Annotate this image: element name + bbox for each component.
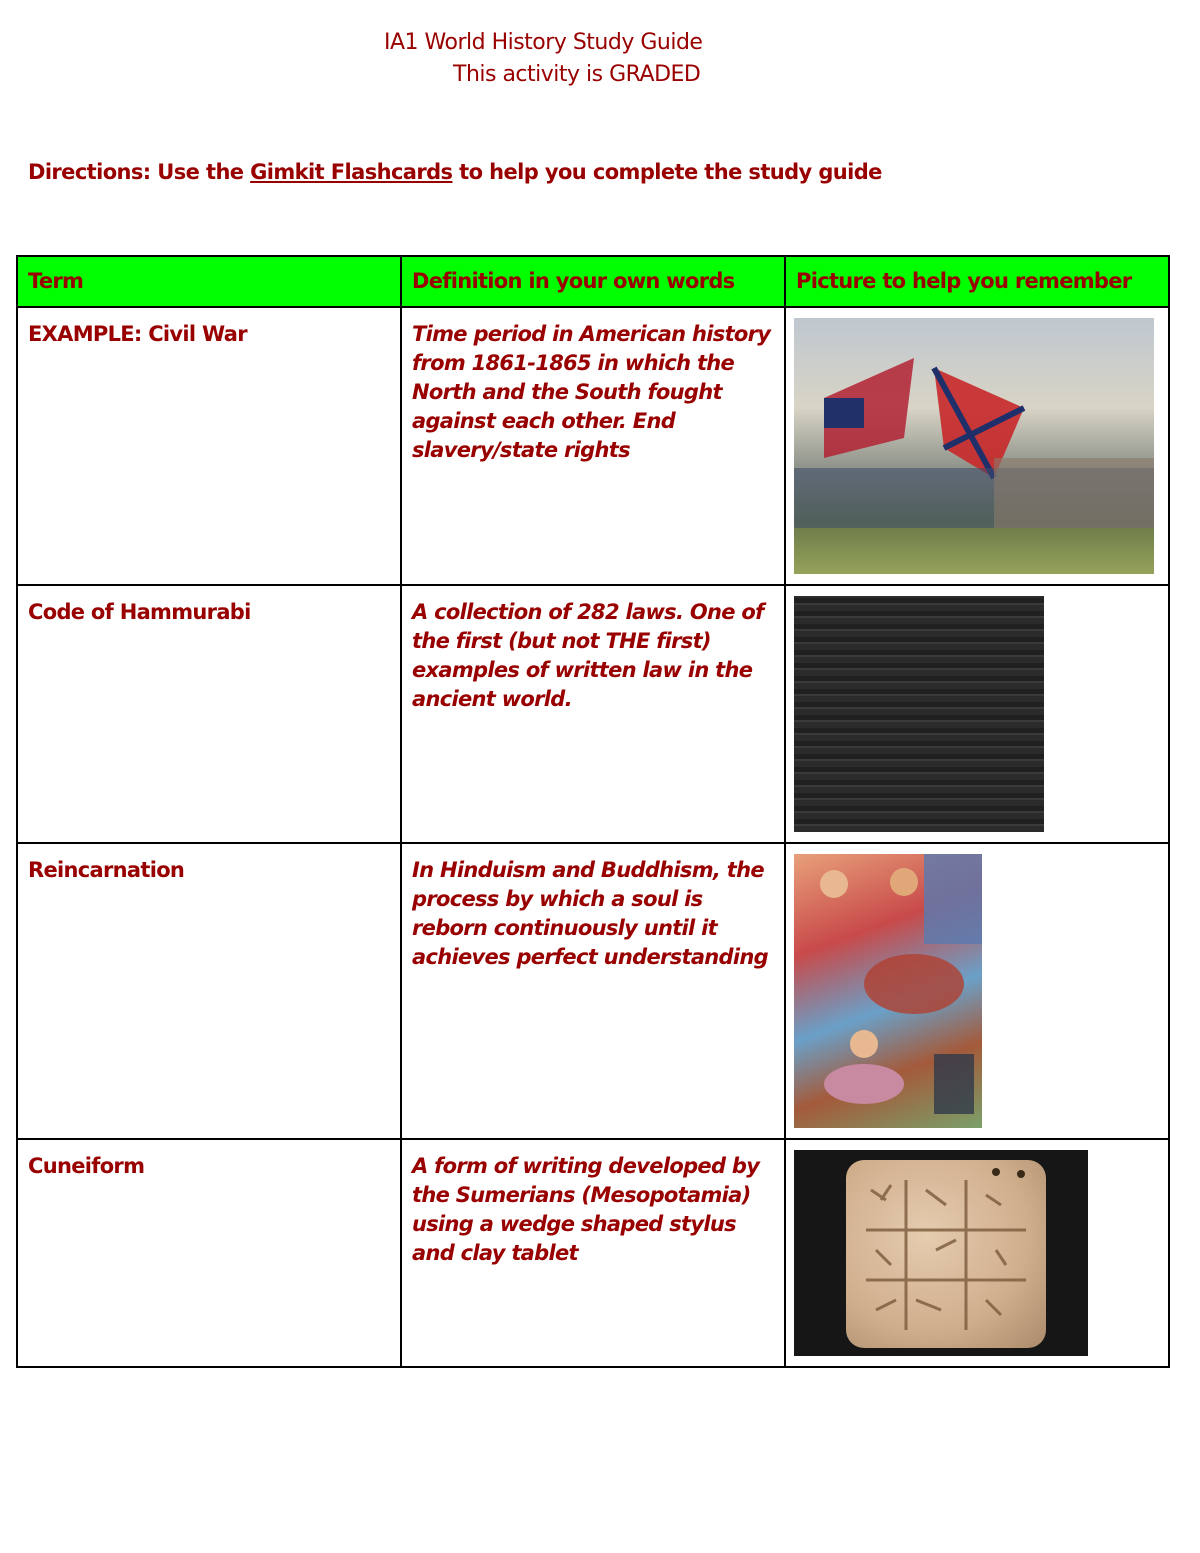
definition-cell: A form of writing developed by the Sumerians (Mesopotamia) using a wedge shaped stylus and clay tablet: [401, 1139, 785, 1367]
code-of-hammurabi-stone-image: [794, 596, 1044, 832]
picture-cell: [785, 1139, 1169, 1367]
table-row: [17, 843, 1169, 1139]
table-row: [17, 585, 1169, 843]
picture-cell: [785, 843, 1169, 1139]
directions: [28, 160, 882, 184]
term-cell: EXAMPLE: Civil War: [17, 307, 401, 585]
term-cell: Reincarnation: [17, 843, 401, 1139]
table-row: [17, 1139, 1169, 1367]
page-title: IA1 World History Study Guide: [384, 30, 703, 55]
header-picture: Picture to help you remember: [785, 256, 1169, 307]
clay-tablet-shape: [846, 1160, 1046, 1348]
term-cell: Cuneiform: [17, 1139, 401, 1367]
definition-cell: A collection of 282 laws. One of the first (but not THE first) examples of written law in the ancient world.: [401, 585, 785, 843]
definition-cell: Time period in American history from 1861-1865 in which the North and the South fought against each other. End slavery/state rights: [401, 307, 785, 585]
gimkit-flashcards-link[interactable]: Gimkit Flashcards: [250, 160, 453, 184]
civil-war-battle-image: [794, 318, 1154, 574]
definition-cell: In Hinduism and Buddhism, the process by which a soul is reborn continuously until it achieves perfect understanding: [401, 843, 785, 1139]
picture-cell: [785, 307, 1169, 585]
reincarnation-painting-image: [794, 854, 982, 1128]
table-header-row: [17, 256, 1169, 307]
page-subtitle: This activity is GRADED: [453, 62, 701, 87]
directions-prefix: Directions: Use the: [28, 160, 251, 184]
study-guide-table: [16, 255, 1170, 1368]
picture-cell: [785, 585, 1169, 843]
header-definition: Definition in your own words: [401, 256, 785, 307]
directions-suffix: to help you complete the study guide: [452, 160, 882, 184]
term-cell: Code of Hammurabi: [17, 585, 401, 843]
cuneiform-tablet-image: [794, 1150, 1088, 1356]
header-term: Term: [17, 256, 401, 307]
table-row: [17, 307, 1169, 585]
